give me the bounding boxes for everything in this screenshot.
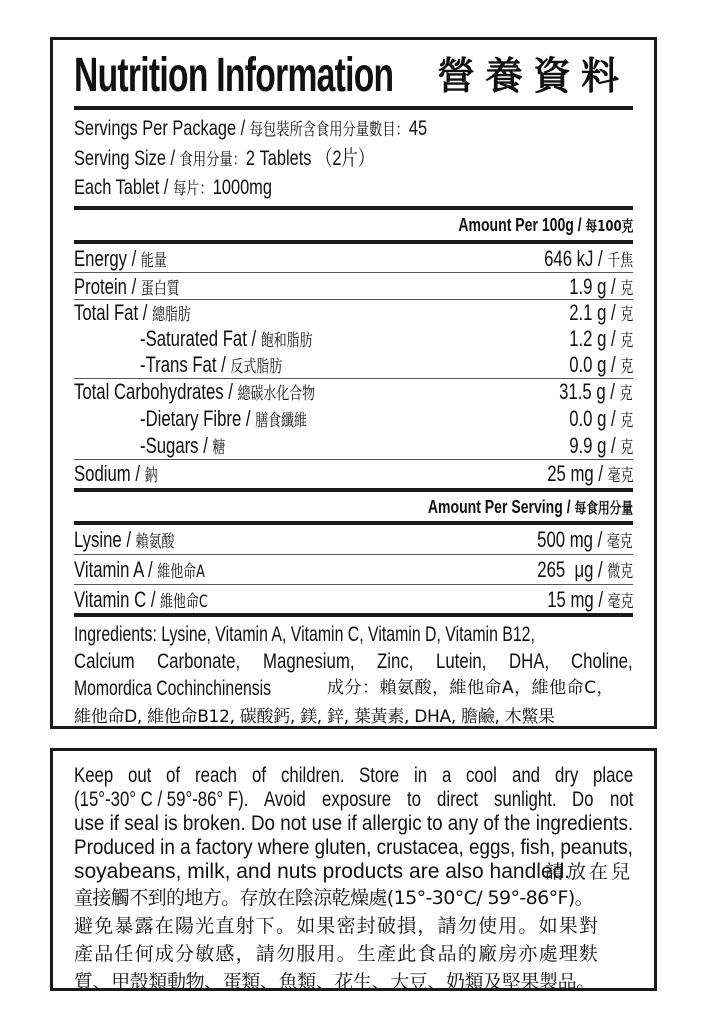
per-serving-header — [428, 495, 633, 520]
ingredient-word: Lutein, — [435, 650, 487, 673]
warning-word: reach — [195, 764, 238, 787]
nutrient-unit-zh: 克 — [620, 305, 633, 325]
nutrient-unit-zh: 毫克 — [607, 592, 633, 612]
warning-word: exposure — [321, 788, 392, 811]
each-tablet-label-en: Each Tablet / — [74, 176, 173, 199]
warning-word: children. — [281, 764, 345, 787]
warning-word: use if seal is broken. Do not use if allergic to any of the ingredients. — [74, 812, 634, 835]
warning-line-9 — [74, 968, 633, 996]
warning-word: and — [512, 764, 541, 787]
warning-word: of — [165, 764, 180, 787]
title-english: Nutrition Information — [74, 49, 394, 102]
per-serving-header-divider — [74, 521, 633, 525]
nutrient-row-trans-fat — [74, 351, 633, 378]
each-tablet — [74, 174, 272, 203]
nutrient-value: 1.9 g / — [568, 274, 621, 299]
ingredients-line-4 — [74, 702, 633, 729]
warning-line-8 — [74, 940, 633, 968]
per-100g-header — [458, 213, 633, 238]
nutrient-value: 9.9 g / — [568, 433, 621, 458]
warning-word: Avoid — [264, 788, 307, 811]
warning-word: cool — [466, 764, 497, 787]
nutrient-label-zh: 反式脂肪 — [230, 357, 283, 377]
nutrient-value: 0.0 g / — [568, 352, 621, 377]
nutrient-label-en: Energy / — [74, 246, 141, 271]
nutrient-label-zh: 總碳水化合物 — [237, 384, 316, 404]
warning-word: of — [252, 764, 267, 787]
nutrient-label-zh: 維他命C — [160, 592, 208, 612]
ingredients-line-1 — [74, 621, 633, 648]
title-chinese: 營養資料 — [437, 54, 630, 98]
warning-line-3 — [74, 812, 633, 836]
nutrient-value: 15 mg / — [546, 587, 608, 612]
ingredients-section — [74, 621, 633, 729]
nutrient-row-lysine — [74, 526, 633, 553]
warning-word: to — [406, 788, 421, 811]
ingredient-word: Carbonate, — [157, 650, 241, 673]
warning-line-7 — [74, 912, 633, 940]
nutrient-label-en: Sodium / — [74, 461, 145, 486]
ingredients-text-zh: 成分：賴氨酸，維他命A，維他命C， — [327, 678, 614, 698]
warning-line-6 — [74, 884, 633, 912]
nutrient-value: 31.5 g / — [559, 379, 621, 404]
warning-word: sunlight. — [493, 788, 557, 811]
warning-word: direct — [437, 788, 479, 811]
ingredient-word: Zinc, — [376, 650, 414, 673]
per-serving-header-en: Amount Per Serving / — [427, 497, 575, 517]
nutrient-row-energy — [74, 245, 633, 272]
servings-per-package-value: 45 — [408, 117, 428, 140]
ingredient-word: Magnesium, — [262, 650, 355, 673]
nutrient-unit-zh: 千焦 — [607, 251, 633, 271]
nutrient-label-en: -Sugars / — [140, 433, 213, 458]
servings-divider — [74, 206, 633, 210]
ingredients-text-zh: 維他命D, 維他命B12, 碳酸鈣, 鎂, 鋅, 葉黃素, DHA, 膽鹼, 木鱉果 — [74, 707, 555, 727]
warning-text-zh: 童接觸不到的地方。存放在陰涼乾燥處(15°-30°C/ 59°-86°F)。 — [74, 887, 594, 909]
servings-per-package-label-zh: 每包裝所含食用分量數目： — [249, 120, 409, 140]
warning-word: not — [609, 788, 634, 811]
ingredient-word: Choline, — [571, 650, 634, 673]
serving-size-value: 2 Tablets （2片） — [245, 147, 375, 170]
warning-line-1 — [74, 764, 633, 788]
nutrient-label-en: Total Carbohydrates / — [74, 379, 238, 404]
nutrient-unit-zh: 克 — [620, 331, 633, 351]
nutrient-row-total-fat — [74, 299, 633, 326]
nutrient-unit-zh: 克 — [620, 384, 633, 404]
ingredients-line-3 — [74, 675, 633, 702]
nutrient-label-zh: 總脂肪 — [152, 305, 191, 325]
row-divider — [74, 584, 633, 585]
warning-word: Produced in a factory where gluten, crustacea, eggs, fish, peanuts, — [74, 836, 633, 859]
ingredients-text: Momordica Cochinchinensis — [74, 677, 271, 700]
nutrient-label-zh: 糖 — [212, 438, 226, 458]
nutrient-label-zh: 蛋白質 — [140, 279, 180, 299]
serving-size-label-en: Serving Size / — [74, 147, 180, 170]
nutrient-label-en: Total Fat / — [74, 300, 153, 325]
nutrient-label-zh: 鈉 — [144, 466, 158, 486]
title-divider — [74, 106, 633, 110]
nutrient-row-vitamin-a — [74, 556, 633, 583]
nutrient-value: 0.0 g / — [568, 406, 621, 431]
nutrient-value: 646 kJ / — [543, 246, 608, 271]
nutrient-unit-zh: 克 — [620, 279, 633, 299]
each-tablet-value: 1000mg — [212, 176, 272, 199]
nutrient-row-vitamin-c — [74, 586, 633, 613]
storage-warning-panel — [50, 748, 657, 991]
nutrient-unit-zh: 毫克 — [607, 532, 633, 552]
warning-line-5 — [74, 860, 633, 884]
nutrient-label-en: Protein / — [74, 274, 141, 299]
nutrient-row-protein — [74, 273, 633, 300]
nutrient-unit-zh: 克 — [620, 357, 633, 377]
nutrient-unit-zh: 微克 — [607, 562, 633, 582]
warning-line-4 — [74, 836, 633, 860]
warning-line-2 — [74, 788, 633, 812]
serving-size-label-zh: 食用分量： — [179, 150, 246, 170]
nutrient-label-zh: 能量 — [140, 251, 167, 271]
nutrient-row-total-carbohydrates — [74, 378, 633, 405]
nutrition-information-panel — [50, 37, 657, 729]
nutrient-row-sodium — [74, 460, 633, 487]
per-100g-header-en: Amount Per 100g / — [457, 215, 586, 235]
ingredients-line-2 — [74, 648, 633, 675]
nutrient-label-zh: 膳食纖維 — [255, 411, 307, 431]
warning-text — [74, 764, 633, 996]
ingredient-word: DHA, — [508, 650, 550, 673]
nutrient-label-zh: 飽和脂肪 — [260, 331, 313, 351]
nutrient-label-en: -Saturated Fat / — [140, 326, 261, 351]
servings-per-package — [74, 115, 427, 144]
per-serving-header-zh: 每食用分量 — [574, 499, 633, 517]
warning-word: Store — [359, 764, 400, 787]
nutrient-unit-zh: 克 — [620, 438, 633, 458]
warning-text-zh: 產品任何成分敏感，請勿服用。生產此食品的廠房亦處理麩 — [74, 943, 600, 965]
warning-word: dry — [554, 764, 579, 787]
nutrient-value: 25 mg / — [546, 461, 608, 486]
warning-word: out — [127, 764, 152, 787]
ingredients-text: Ingredients: Lysine, Vitamin A, Vitamin C, Vitamin D, Vitamin B12, — [74, 623, 535, 646]
nutrient-label-en: Lysine / — [74, 527, 136, 552]
per-100g-section-divider — [74, 488, 633, 492]
per-100g-header-divider — [74, 240, 633, 244]
warning-text-zh: 請放在兒 — [544, 861, 633, 883]
ingredient-word: Calcium — [74, 650, 135, 673]
panel-title — [74, 50, 633, 102]
per-serving-section-divider — [74, 613, 633, 617]
warning-word: Keep — [74, 764, 114, 787]
nutrient-row-dietary-fibre — [74, 405, 633, 432]
nutrient-label-en: -Trans Fat / — [140, 352, 231, 377]
serving-size — [74, 145, 374, 174]
nutrient-row-sugars — [74, 432, 633, 459]
warning-text-en: soyabeans, milk, and nuts products are also handled. — [74, 860, 571, 883]
warning-word: in — [414, 764, 428, 787]
nutrient-label-zh: 維他命A — [157, 562, 205, 582]
servings-per-package-label-en: Servings Per Package / — [74, 117, 250, 140]
nutrient-label-en: Vitamin C / — [74, 587, 161, 612]
warning-word: (15°-30° C / 59°-86° F). — [74, 788, 249, 811]
warning-text-zh: 質、甲殼類動物、蛋類、魚類、花生、大豆、奶類及堅果製品。 — [74, 971, 595, 993]
nutrient-label-en: Vitamin A / — [74, 557, 158, 582]
nutrient-row-saturated-fat — [74, 325, 633, 352]
warning-text-zh: 避免暴露在陽光直射下。如果密封破損，請勿使用。如果對 — [74, 915, 600, 937]
warning-word: place — [592, 764, 634, 787]
nutrient-value: 2.1 g / — [568, 300, 621, 325]
warning-word: a — [441, 764, 452, 787]
row-divider — [74, 554, 633, 555]
nutrient-unit-zh: 克 — [620, 411, 633, 431]
nutrient-value: 500 mg / — [537, 527, 608, 552]
warning-word: Do — [572, 788, 594, 811]
nutrient-label-zh: 賴氨酸 — [135, 532, 175, 552]
each-tablet-label-zh: 每片： — [172, 179, 213, 199]
per-100g-header-zh: 每100克 — [585, 217, 633, 235]
nutrient-value: 265 μg / — [537, 557, 608, 582]
nutrient-value: 1.2 g / — [568, 326, 621, 351]
nutrient-label-en: -Dietary Fibre / — [140, 406, 256, 431]
nutrient-unit-zh: 毫克 — [607, 466, 633, 486]
